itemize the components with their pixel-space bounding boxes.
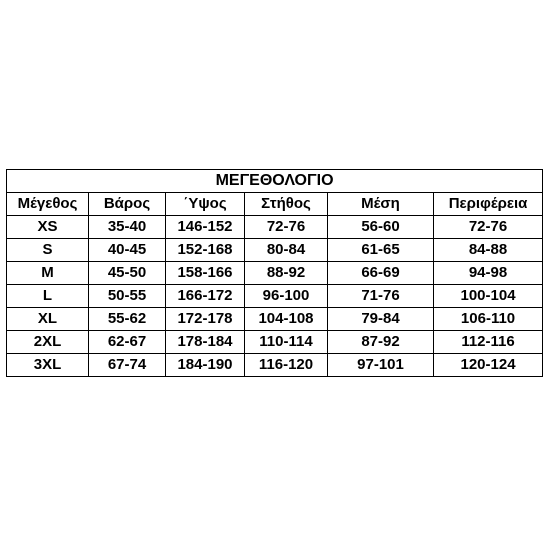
size-cell: 2XL <box>7 331 89 354</box>
table-row <box>7 216 543 239</box>
hips-cell: 106-110 <box>434 308 543 331</box>
hips-cell: 72-76 <box>434 216 543 239</box>
size-cell: S <box>7 239 89 262</box>
header-size: Μέγεθος <box>7 193 89 216</box>
header-waist: Μέση <box>328 193 434 216</box>
table-row <box>7 285 543 308</box>
table-row <box>7 354 543 377</box>
chest-cell: 104-108 <box>245 308 328 331</box>
table-row <box>7 239 543 262</box>
weight-cell: 45-50 <box>89 262 166 285</box>
size-cell: XS <box>7 216 89 239</box>
weight-cell: 67-74 <box>89 354 166 377</box>
weight-cell: 40-45 <box>89 239 166 262</box>
waist-cell: 79-84 <box>328 308 434 331</box>
size-cell: 3XL <box>7 354 89 377</box>
chest-cell: 80-84 <box>245 239 328 262</box>
table-row <box>7 308 543 331</box>
height-cell: 152-168 <box>166 239 245 262</box>
weight-cell: 35-40 <box>89 216 166 239</box>
waist-cell: 71-76 <box>328 285 434 308</box>
weight-cell: 50-55 <box>89 285 166 308</box>
size-cell: L <box>7 285 89 308</box>
waist-cell: 56-60 <box>328 216 434 239</box>
height-cell: 158-166 <box>166 262 245 285</box>
hips-cell: 112-116 <box>434 331 543 354</box>
hips-cell: 84-88 <box>434 239 543 262</box>
height-cell: 172-178 <box>166 308 245 331</box>
table-row <box>7 331 543 354</box>
table-row <box>7 262 543 285</box>
header-row <box>7 193 543 216</box>
table-title: ΜΕΓΕΘΟΛΟΓΙΟ <box>7 170 543 193</box>
chest-cell: 116-120 <box>245 354 328 377</box>
height-cell: 178-184 <box>166 331 245 354</box>
chest-cell: 72-76 <box>245 216 328 239</box>
waist-cell: 66-69 <box>328 262 434 285</box>
size-chart-table <box>6 169 543 377</box>
header-weight: Βάρος <box>89 193 166 216</box>
hips-cell: 120-124 <box>434 354 543 377</box>
chest-cell: 96-100 <box>245 285 328 308</box>
hips-cell: 94-98 <box>434 262 543 285</box>
chest-cell: 110-114 <box>245 331 328 354</box>
weight-cell: 62-67 <box>89 331 166 354</box>
chest-cell: 88-92 <box>245 262 328 285</box>
height-cell: 146-152 <box>166 216 245 239</box>
header-height: ΄Υψος <box>166 193 245 216</box>
header-chest: Στήθος <box>245 193 328 216</box>
title-row <box>7 170 543 193</box>
hips-cell: 100-104 <box>434 285 543 308</box>
height-cell: 184-190 <box>166 354 245 377</box>
height-cell: 166-172 <box>166 285 245 308</box>
size-cell: XL <box>7 308 89 331</box>
waist-cell: 87-92 <box>328 331 434 354</box>
header-hips: Περιφέρεια <box>434 193 543 216</box>
size-cell: M <box>7 262 89 285</box>
weight-cell: 55-62 <box>89 308 166 331</box>
waist-cell: 97-101 <box>328 354 434 377</box>
waist-cell: 61-65 <box>328 239 434 262</box>
